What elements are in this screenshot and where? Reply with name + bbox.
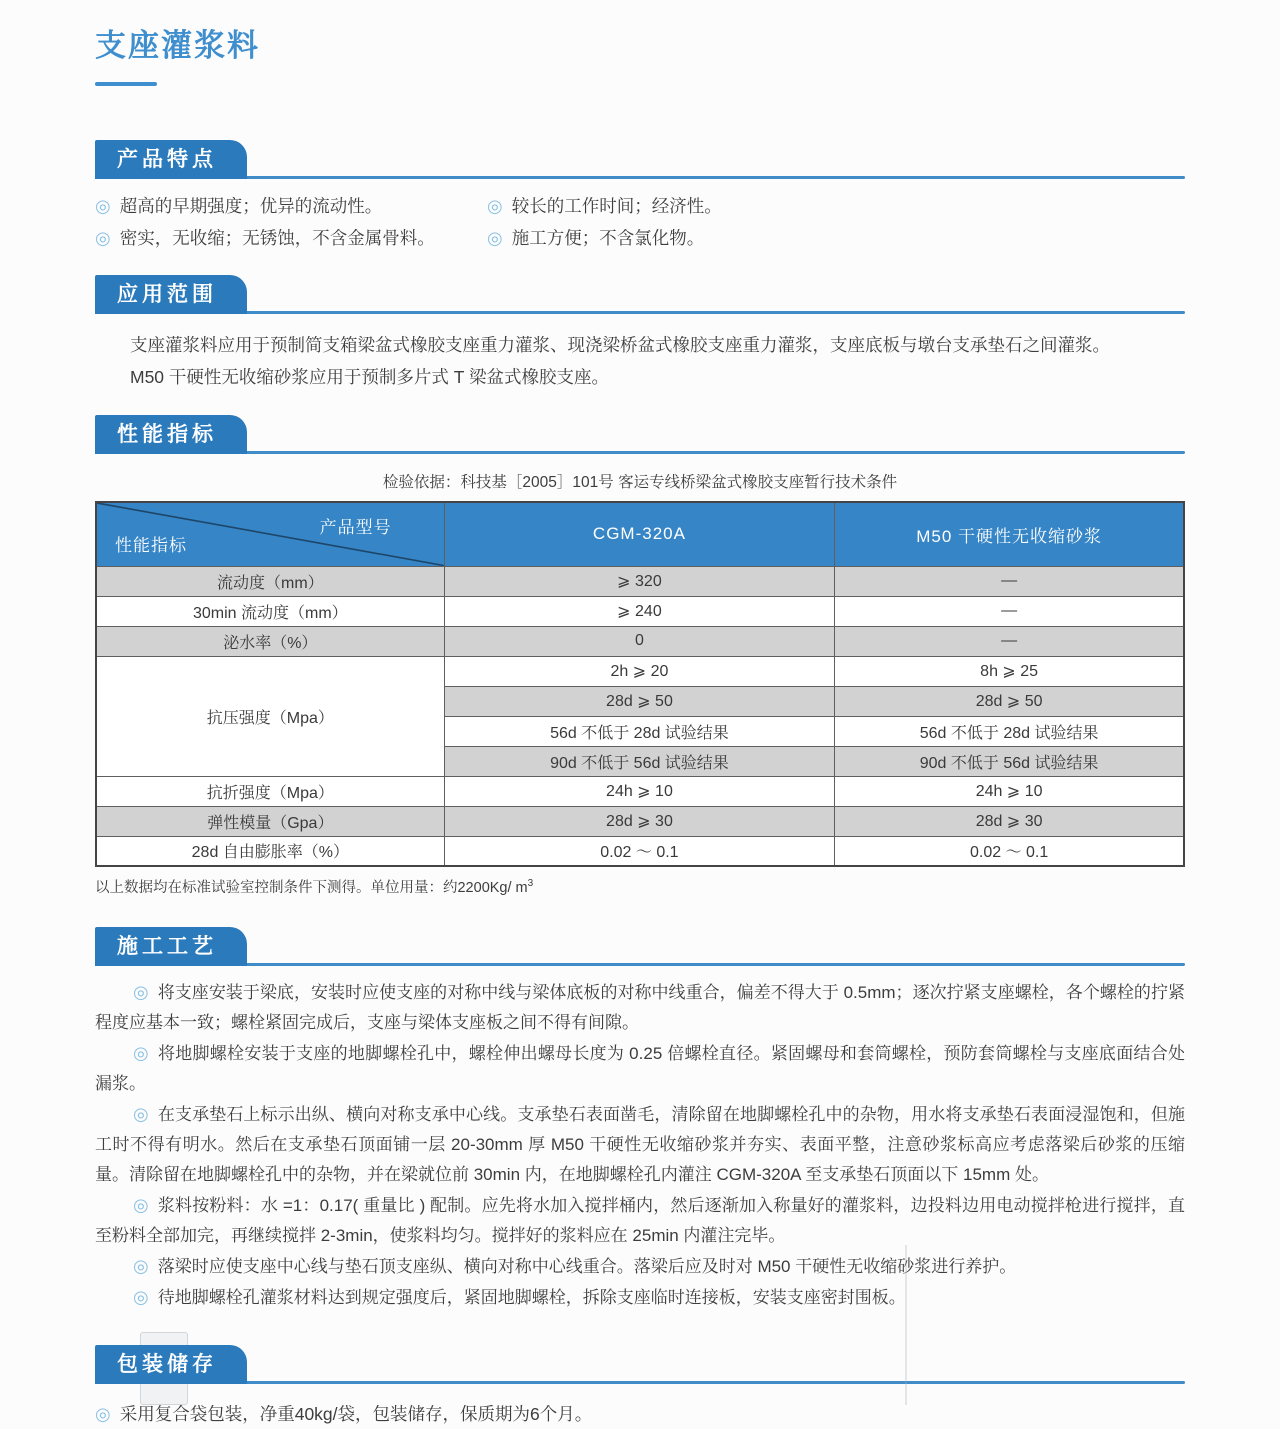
row-label-compressive-strength: 抗压强度（Mpa） [96, 656, 444, 776]
feature-text: 较长的工作时间；经济性。 [511, 196, 722, 216]
packaging-item [95, 1399, 1185, 1429]
faint-scan-line [905, 1245, 907, 1405]
step-text: 将支座安装于梁底，安装时应使支座的对称中线与梁体底板的对称中线重合，偏差不得大于 0.5mm；逐次拧紧支座螺栓，各个螺栓的拧紧程度应基本一致；螺栓紧固完成后，支座与梁体支座板之间不得有间隙。 [95, 983, 1185, 1032]
cell-value: ⩾ 240 [444, 596, 835, 626]
feature-text: 密实，无收缩；无锈蚀，不含金属骨料。 [119, 228, 435, 248]
feature-item [487, 224, 1185, 253]
cell-value: 0.02 ～ 0.1 [835, 836, 1184, 866]
cell-value: 8h ⩾ 25 [835, 656, 1184, 686]
row-label: 抗折强度（Mpa） [96, 776, 444, 806]
title-underline [95, 82, 157, 86]
construction-step [95, 1190, 1185, 1251]
features-list [95, 192, 1185, 253]
table-row [96, 656, 1184, 686]
cell-value: 56d 不低于 28d 试验结果 [835, 716, 1184, 746]
table-row [96, 806, 1184, 836]
cell-value: — [835, 626, 1184, 656]
section-head-construction [95, 927, 1185, 966]
bullseye-icon: ◎ [133, 1287, 149, 1307]
table-row [96, 836, 1184, 866]
bullseye-icon: ◎ [133, 1104, 149, 1124]
row-label: 弹性模量（Gpa） [96, 806, 444, 836]
table-corner-cell [96, 502, 444, 566]
page-title: 支座灌浆料 [95, 28, 260, 63]
feature-item [95, 192, 487, 221]
feature-item [487, 192, 1185, 221]
bullseye-icon: ◎ [487, 196, 503, 216]
bullseye-icon: ◎ [133, 1043, 149, 1063]
table-footnote [95, 876, 1185, 897]
construction-step [95, 1282, 1185, 1313]
section-heading-packaging: 包装储存 [95, 1345, 247, 1384]
cell-value: 28d ⩾ 50 [444, 686, 835, 716]
step-text: 将地脚螺栓安装于支座的地脚螺栓孔中，螺栓伸出螺母长度为 0.25 倍螺栓直径。紧固螺母和套筒螺栓，预防套筒螺栓与支座底面结合处漏浆。 [95, 1044, 1185, 1093]
section-heading-performance: 性能指标 [95, 415, 247, 454]
cell-value: 0 [444, 626, 835, 656]
cell-value: 28d ⩾ 30 [835, 806, 1184, 836]
table-row [96, 776, 1184, 806]
table-row [96, 596, 1184, 626]
bullseye-icon: ◎ [95, 196, 111, 216]
cell-value: ⩾ 320 [444, 566, 835, 596]
footnote-superscript: 3 [527, 878, 534, 890]
corner-label-performance-index: 性能指标 [115, 535, 187, 555]
cell-value: — [835, 596, 1184, 626]
section-heading-construction: 施工工艺 [95, 927, 247, 966]
row-label: 30min 流动度（mm） [96, 596, 444, 626]
step-text: 待地脚螺栓孔灌浆材料达到规定强度后，紧固地脚螺栓，拆除支座临时连接板，安装支座密封围板。 [157, 1288, 906, 1307]
feature-item [95, 224, 487, 253]
cell-value: 56d 不低于 28d 试验结果 [444, 716, 835, 746]
construction-step [95, 1251, 1185, 1282]
bullseye-icon: ◎ [95, 228, 111, 248]
construction-step [95, 1038, 1185, 1099]
table-row [96, 626, 1184, 656]
bullseye-icon: ◎ [133, 982, 149, 1002]
application-paragraph: 支座灌浆料应用于预制简支箱梁盆式橡胶支座重力灌浆、现浇梁桥盆式橡胶支座重力灌浆，支座底板与墩台支承垫石之间灌浆。 [130, 335, 1110, 355]
feature-text: 施工方便；不含氯化物。 [511, 228, 705, 248]
construction-step [95, 1099, 1185, 1190]
construction-steps [95, 977, 1185, 1313]
column-header-cgm320a: CGM-320A [444, 502, 835, 566]
cell-value: 90d 不低于 56d 试验结果 [444, 746, 835, 776]
cell-value: — [835, 566, 1184, 596]
cell-value: 2h ⩾ 20 [444, 656, 835, 686]
section-head-packaging [95, 1345, 1185, 1384]
step-text: 浆料按粉料：水 =1：0.17( 重量比 ) 配制。应先将水加入搅拌桶内，然后逐渐加入称量好的灌浆料，边投料边用电动搅拌枪进行搅拌，直至粉料全部加完，再继续搅拌 2-3min，使浆料均匀。搅拌好的浆料应在 25min 内灌注完毕。 [95, 1196, 1185, 1245]
cell-value: 24h ⩾ 10 [835, 776, 1184, 806]
application-paragraphs [95, 329, 1185, 393]
section-heading-application: 应用范围 [95, 275, 247, 314]
row-label: 流动度（mm） [96, 566, 444, 596]
step-text: 落梁时应使支座中心线与垫石顶支座纵、横向对称中心线重合。落梁后应及时对 M50 干硬性无收缩砂浆进行养护。 [157, 1257, 1017, 1276]
row-label: 泌水率（%） [96, 626, 444, 656]
cell-value: 28d ⩾ 50 [835, 686, 1184, 716]
row-label: 28d 自由膨胀率（%） [96, 836, 444, 866]
corner-label-product-model: 产品型号 [319, 518, 392, 537]
footnote-text: 以上数据均在标准试验室控制条件下测得。单位用量：约2200Kg/ m [95, 880, 528, 896]
section-head-performance [95, 415, 1185, 454]
bullseye-icon: ◎ [133, 1195, 149, 1215]
table-row [96, 566, 1184, 596]
cell-value: 90d 不低于 56d 试验结果 [835, 746, 1184, 776]
bullseye-icon: ◎ [95, 1404, 111, 1424]
section-head-application [95, 275, 1185, 314]
cell-value: 24h ⩾ 10 [444, 776, 835, 806]
performance-table [95, 501, 1185, 867]
feature-text: 超高的早期强度；优异的流动性。 [119, 196, 383, 216]
test-basis: 检验依据：科技基［2005］101号 客运专线桥梁盆式橡胶支座暂行技术条件 [382, 474, 898, 491]
table-header-row [96, 502, 1184, 566]
cell-value: 0.02 ～ 0.1 [444, 836, 835, 866]
construction-step [95, 977, 1185, 1038]
cell-value: 28d ⩾ 30 [444, 806, 835, 836]
step-text: 在支承垫石上标示出纵、横向对称支承中心线。支承垫石表面凿毛，清除留在地脚螺栓孔中的杂物，用水将支承垫石表面浸湿饱和，但施工时不得有明水。然后在支承垫石顶面铺一层 20-30mm 厚 M50 干硬性无收缩砂浆并夯实、表面平整，注意砂浆标高应考虑落梁后砂浆的压缩量。清除留在地脚螺栓孔中的杂物，并在梁就位前 30min 内，在地脚螺栓孔内灌注 CGM-320A 至支承垫石顶面以下 15mm 处。 [95, 1105, 1185, 1184]
bullseye-icon: ◎ [487, 228, 503, 248]
bullseye-icon: ◎ [133, 1256, 149, 1276]
packaging-text: 采用复合袋包装，净重40kg/袋，包装储存，保质期为6个月。 [119, 1404, 593, 1424]
application-paragraph: M50 干硬性无收缩砂浆应用于预制多片式 T 梁盆式橡胶支座。 [130, 367, 610, 387]
column-header-m50: M50 干硬性无收缩砂浆 [835, 502, 1184, 566]
section-heading-features: 产品特点 [95, 140, 247, 179]
section-head-features [95, 140, 1185, 179]
